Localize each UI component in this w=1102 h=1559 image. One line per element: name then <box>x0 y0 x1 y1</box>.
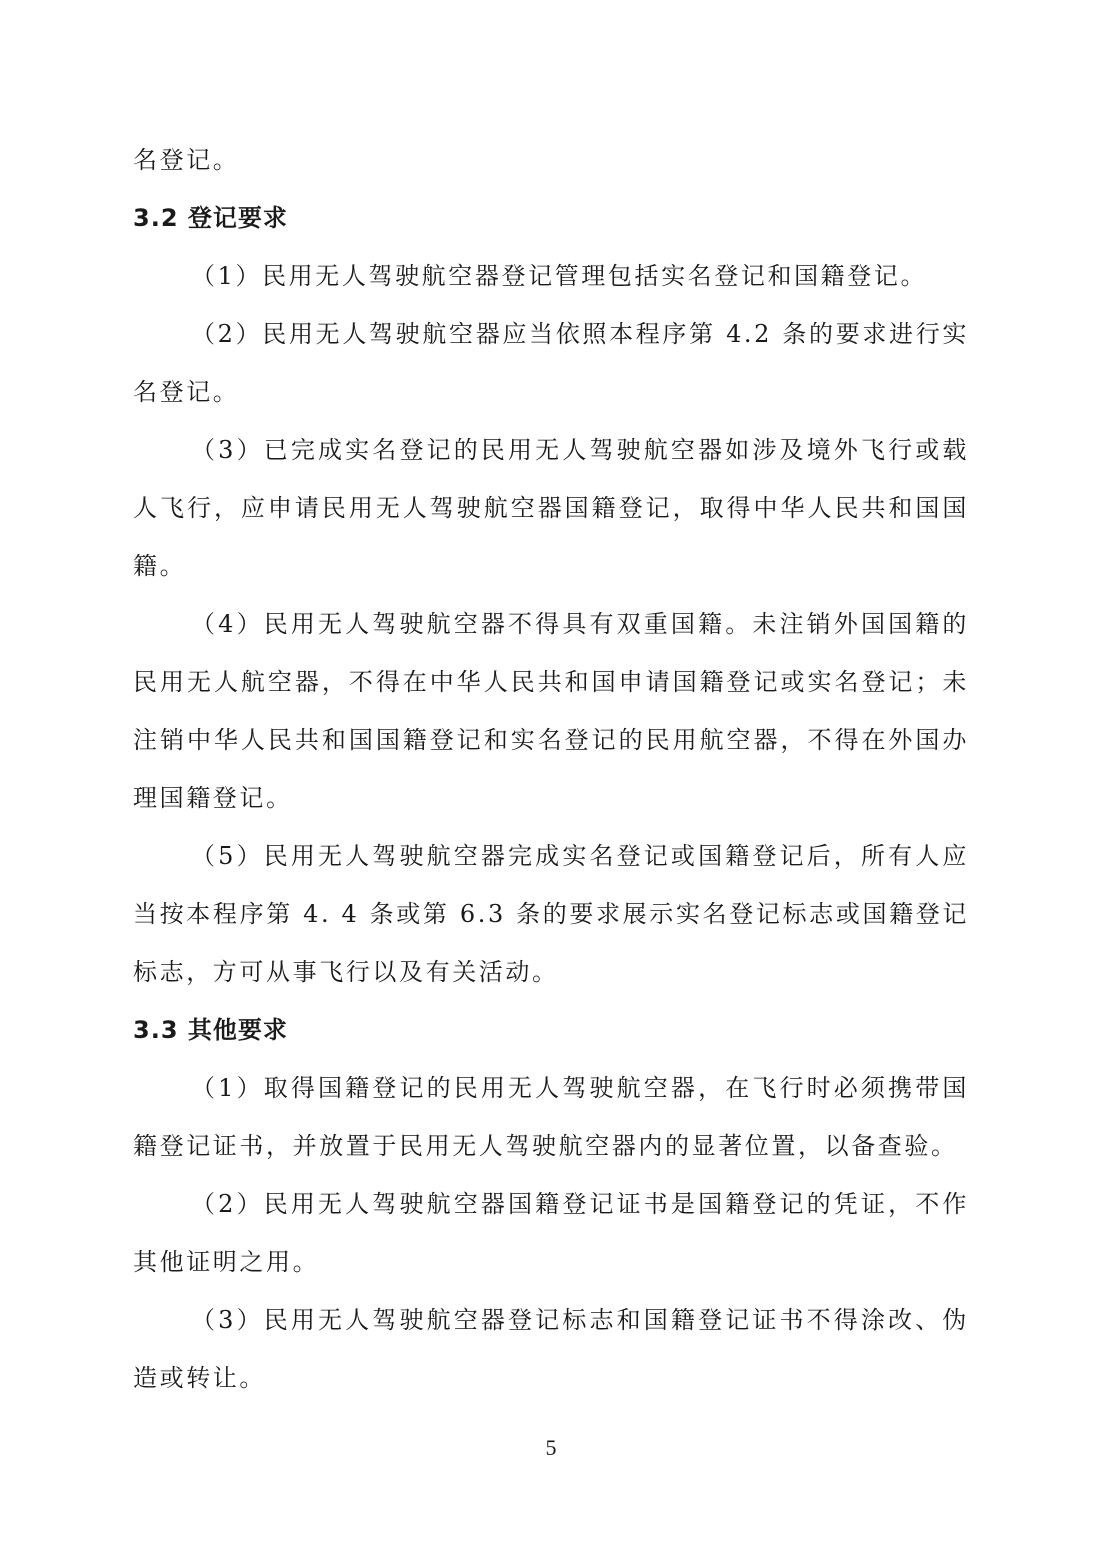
paragraph-3-2-2: （2）民用无人驾驶航空器应当依照本程序第 4.2 条的要求进行实名登记。 <box>133 320 969 406</box>
page-body <box>133 131 969 1407</box>
paragraph-3-2-3: （3）已完成实名登记的民用无人驾驶航空器如涉及境外飞行或载人飞行，应申请民用无人驾驶航空器国籍登记，取得中华人民共和国国籍。 <box>133 436 969 580</box>
continued-paragraph: 名登记。 <box>133 146 240 174</box>
paragraph-3-3-1: （1）取得国籍登记的民用无人驾驶航空器，在飞行时必须携带国籍登记证书，并放置于民用无人驾驶航空器内的显著位置，以备查验。 <box>133 1074 969 1160</box>
paragraph-3-3-2: （2）民用无人驾驶航空器国籍登记证书是国籍登记的凭证，不作其他证明之用。 <box>133 1190 969 1276</box>
paragraph-3-3-3: （3）民用无人驾驶航空器登记标志和国籍登记证书不得涂改、伪造或转让。 <box>133 1306 969 1392</box>
paragraph-3-2-4: （4）民用无人驾驶航空器不得具有双重国籍。未注销外国国籍的民用无人航空器，不得在中华人民共和国申请国籍登记或实名登记；未注销中华人民共和国国籍登记和实名登记的民用航空器，不得在外国办理国籍登记。 <box>133 610 969 812</box>
section-heading-3-3: 3.3 其他要求 <box>133 1016 288 1044</box>
paragraph-3-2-1: （1）民用无人驾驶航空器登记管理包括实名登记和国籍登记。 <box>191 262 928 290</box>
paragraph-3-2-5: （5）民用无人驾驶航空器完成实名登记或国籍登记后，所有人应当按本程序第 4. 4 条或第 6.3 条的要求展示实名登记标志或国籍登记标志，方可从事飞行以及有关活动。 <box>133 842 969 986</box>
page-number: 5 <box>545 1435 557 1460</box>
section-heading-3-2: 3.2 登记要求 <box>133 204 288 232</box>
